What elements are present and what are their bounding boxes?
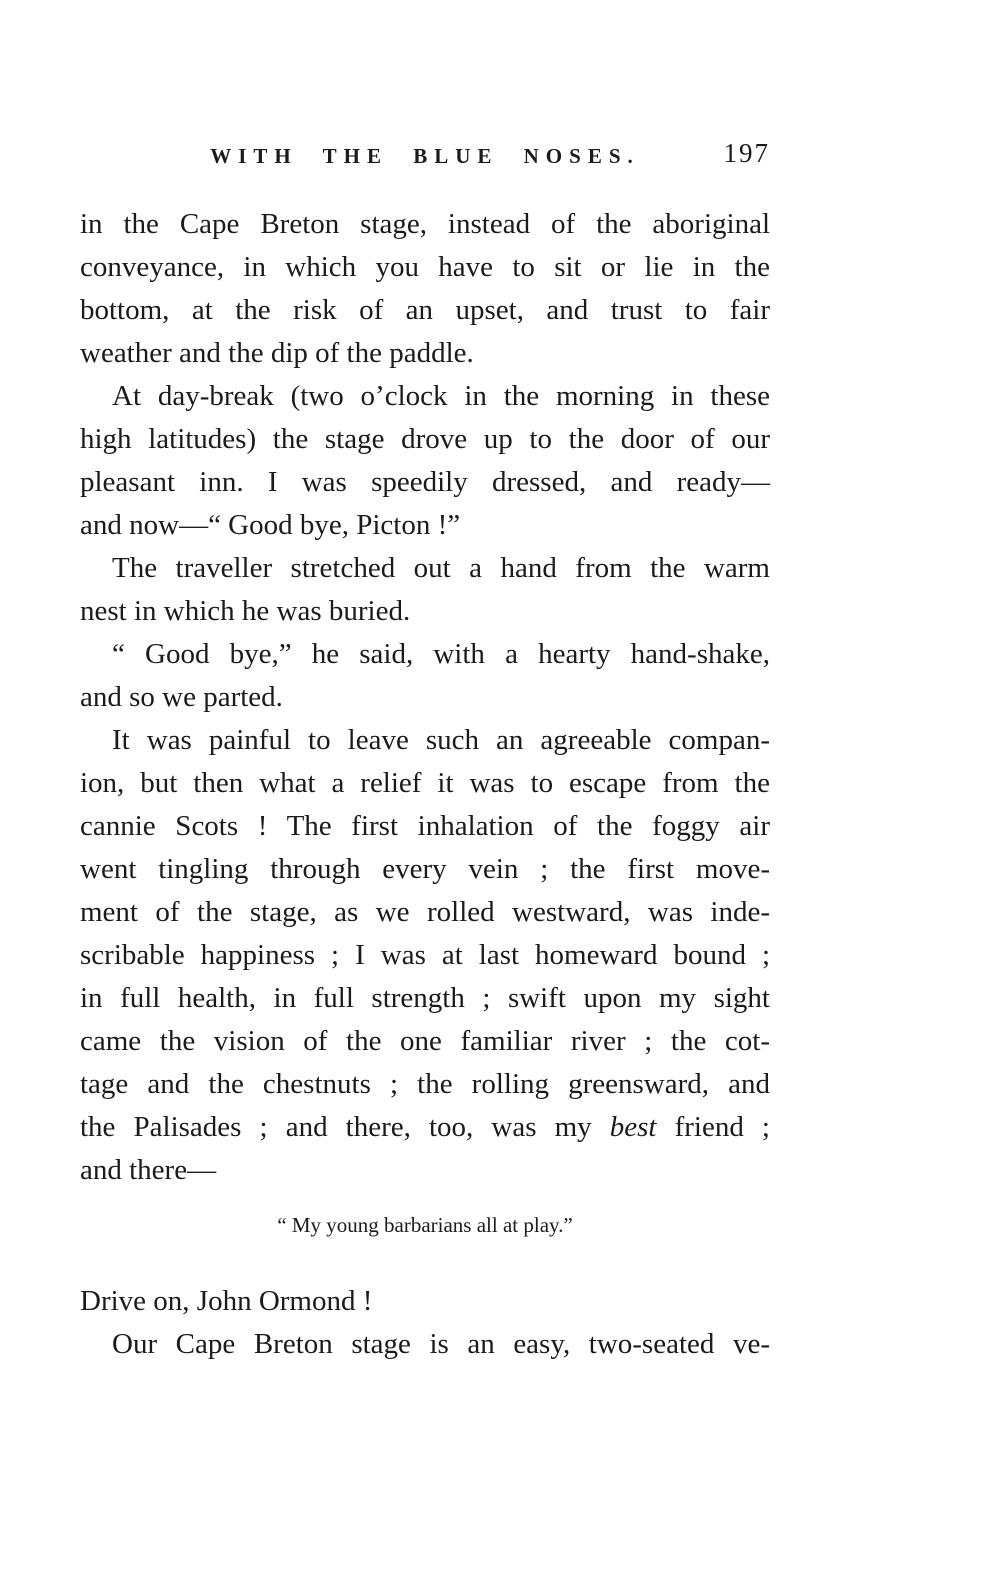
text-line: and now—“ Good bye, Picton !”	[80, 509, 461, 541]
text-line: “ Good bye,” he said, with a hearty hand-shake,	[112, 638, 770, 670]
page-number: 197	[723, 138, 770, 168]
verse-quote: “ My young barbarians all at play.”	[277, 1213, 573, 1237]
text-line: came the vision of the one familiar river ; the cot-	[80, 1025, 770, 1057]
text-line: went tingling through every vein ; the first move-	[80, 853, 770, 885]
text-line: The traveller stretched out a hand from the warm	[112, 552, 770, 584]
text-line: ion, but then what a relief it was to escape from the	[80, 767, 770, 799]
text-line: tage and the chestnuts ; the rolling greensward, and	[80, 1068, 770, 1100]
page-header	[80, 136, 770, 176]
text-line: in full health, in full strength ; swift upon my sight	[80, 982, 770, 1014]
text-line: scribable happiness ; I was at last homeward bound ;	[80, 939, 770, 971]
text-line: Drive on, John Ormond !	[80, 1285, 373, 1317]
text-line: weather and the dip of the paddle.	[80, 337, 474, 369]
text-line: and there—	[80, 1154, 217, 1186]
text-line: At day-break (two o’clock in the morning in these	[112, 380, 770, 412]
text-line: cannie Scots ! The first inhalation of the foggy air	[80, 810, 770, 842]
text-line: nest in which he was buried.	[80, 595, 411, 627]
text-line: in the Cape Breton stage, instead of the aboriginal	[80, 208, 770, 240]
text-line: It was painful to leave such an agreeable compan-	[112, 724, 770, 756]
text-line: bottom, at the risk of an upset, and trust to fair	[80, 294, 770, 326]
text-segment: the Palisades ; and there, too, was my	[80, 1111, 610, 1143]
text-line: and so we parted.	[80, 681, 283, 713]
italic-word: best	[609, 1111, 657, 1143]
body-text	[80, 203, 770, 1192]
text-line: high latitudes) the stage drove up to the door of our	[80, 423, 770, 455]
text-line: conveyance, in which you have to sit or lie in the	[80, 251, 770, 283]
closing-text	[80, 1280, 770, 1366]
text-segment: friend ;	[656, 1111, 770, 1143]
text-line-with-italic	[80, 1106, 770, 1149]
text-line: ment of the stage, as we rolled westward, was inde-	[80, 896, 770, 928]
text-line: Our Cape Breton stage is an easy, two-seated ve-	[112, 1328, 770, 1360]
running-title: WITH THE BLUE NOSES.	[210, 144, 640, 168]
text-line: pleasant inn. I was speedily dressed, and ready—	[80, 466, 770, 498]
